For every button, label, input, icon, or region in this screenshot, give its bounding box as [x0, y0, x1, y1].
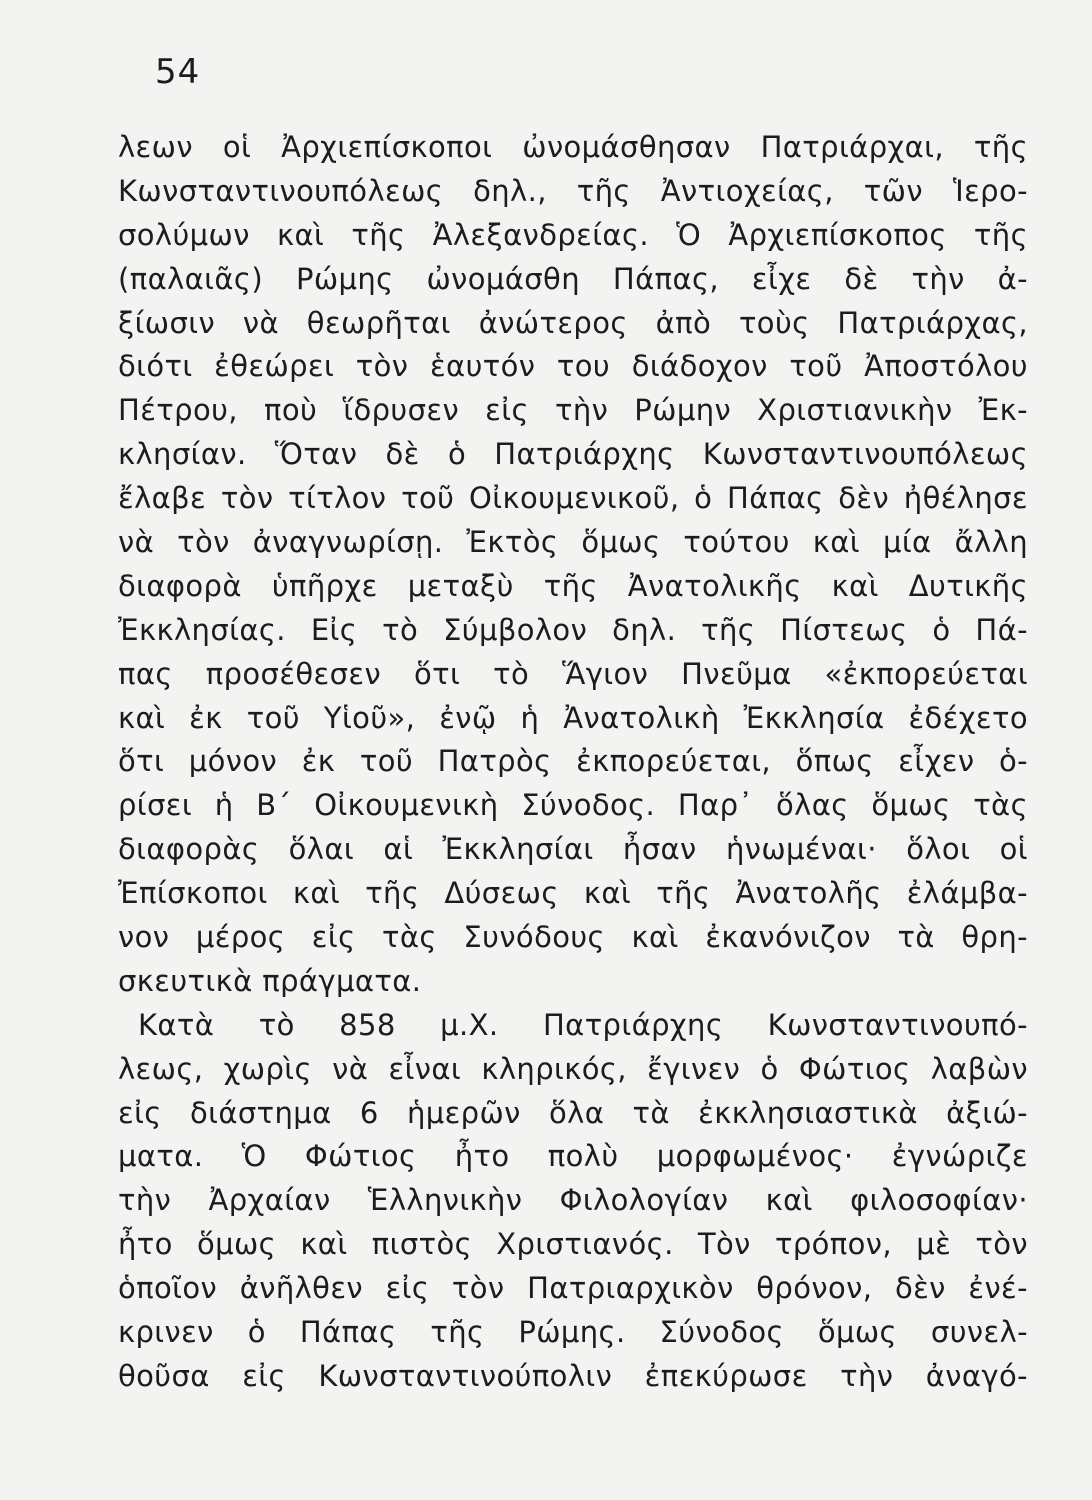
- text-line: ξίωσιν νὰ θεωρῆται ἀνώτερος ἀπὸ τοὺς Πατριάρχας,: [118, 305, 1028, 340]
- text-line: σκευτικὰ πράγματα.: [118, 963, 422, 998]
- text-line: κλησίαν. Ὅταν δὲ ὁ Πατριάρχης Κωνσταντινουπόλεως: [118, 437, 1028, 472]
- text-line: τὴν Ἀρχαίαν Ἑλληνικὴν Φιλολογίαν καὶ φιλοσοφίαν·: [118, 1183, 1028, 1218]
- text-line: θοῦσα εἰς Κωνσταντινούπολιν ἐπεκύρωσε τὴν ἀναγό-: [118, 1358, 1028, 1393]
- text-line: Κατὰ τὸ 858 μ.Χ. Πατριάρχης Κωνσταντινουπό-: [138, 1007, 1028, 1042]
- text-line: ρίσει ἡ Β΄ Οἰκουμενικὴ Σύνοδος. Παρ᾽ ὅλας ὅμως τὰς: [118, 788, 1028, 823]
- text-line: πας προσέθεσεν ὅτι τὸ Ἅγιον Πνεῦμα «ἐκπορεύεται: [118, 656, 1028, 691]
- text-line: ὅτι μόνον ἐκ τοῦ Πατρὸς ἐκπορεύεται, ὅπως εἶχεν ὁ-: [118, 744, 1028, 779]
- text-line: λεων οἱ Ἀρχιεπίσκοποι ὠνομάσθησαν Πατριάρχαι, τῆς: [118, 130, 1028, 164]
- text-line: Κωνσταντινουπόλεως δηλ., τῆς Ἀντιοχείας, τῶν Ἱερο-: [118, 173, 1028, 208]
- text-line: Ἐπίσκοποι καὶ τῆς Δύσεως καὶ τῆς Ἀνατολῆς ἐλάμβα-: [118, 876, 1028, 911]
- text-line: Ἐκκλησίας. Εἰς τὸ Σύμβολον δηλ. τῆς Πίστεως ὁ Πά-: [118, 612, 1028, 647]
- text-line: καὶ ἐκ τοῦ Υἱοῦ», ἐνῷ ἡ Ἀνατολικὴ Ἐκκλησία ἐδέχετο: [118, 700, 1028, 735]
- text-line: ματα. Ὁ Φώτιος ἦτο πολὺ μορφωμένος· ἐγνώριζε: [118, 1139, 1028, 1174]
- text-line: ἦτο ὅμως καὶ πιστὸς Χριστιανός. Τὸν τρόπον, μὲ τὸν: [118, 1227, 1028, 1262]
- text-line: εἰς διάστημα 6 ἡμερῶν ὅλα τὰ ἐκκλησιαστικὰ ἀξιώ-: [118, 1095, 1028, 1130]
- text-line: διαφορὰς ὅλαι αἱ Ἐκκλησίαι ἦσαν ἡνωμέναι· ὅλοι οἱ: [118, 832, 1028, 867]
- text-line: Πέτρου, ποὺ ἵδρυσεν εἰς τὴν Ρώμην Χριστιανικὴν Ἐκ-: [118, 393, 1028, 428]
- text-line: νον μέρος εἰς τὰς Συνόδους καὶ ἐκανόνιζον τὰ θρη-: [118, 920, 1028, 955]
- body-text: [118, 126, 1028, 1399]
- text-line: ἔλαβε τὸν τίτλον τοῦ Οἰκουμενικοῦ, ὁ Πάπας δὲν ἠθέλησε: [118, 481, 1028, 516]
- page-number: 54: [155, 52, 201, 92]
- text-line: κρινεν ὁ Πάπας τῆς Ρώμης. Σύνοδος ὅμως συνελ-: [118, 1315, 1028, 1350]
- text-line: διότι ἐθεώρει τὸν ἑαυτόν του διάδοχον τοῦ Ἀποστόλου: [118, 349, 1028, 384]
- text-line: (παλαιᾶς) Ρώμης ὠνομάσθη Πάπας, εἶχε δὲ τὴν ἀ-: [118, 261, 1028, 296]
- text-line: ὁποῖον ἀνῆλθεν εἰς τὸν Πατριαρχικὸν θρόνον, δὲν ἐνέ-: [118, 1271, 1028, 1306]
- text-line: διαφορὰ ὑπῆρχε μεταξὺ τῆς Ἀνατολικῆς καὶ Δυτικῆς: [118, 568, 1028, 603]
- text-line: σολύμων καὶ τῆς Ἀλεξανδρείας. Ὁ Ἀρχιεπίσκοπος τῆς: [118, 217, 1028, 252]
- text-line: νὰ τὸν ἀναγνωρίσῃ. Ἐκτὸς ὅμως τούτου καὶ μία ἄλλη: [118, 525, 1028, 560]
- text-line: λεως, χωρὶς νὰ εἶναι κληρικός, ἔγινεν ὁ Φώτιος λαβὼν: [118, 1051, 1028, 1086]
